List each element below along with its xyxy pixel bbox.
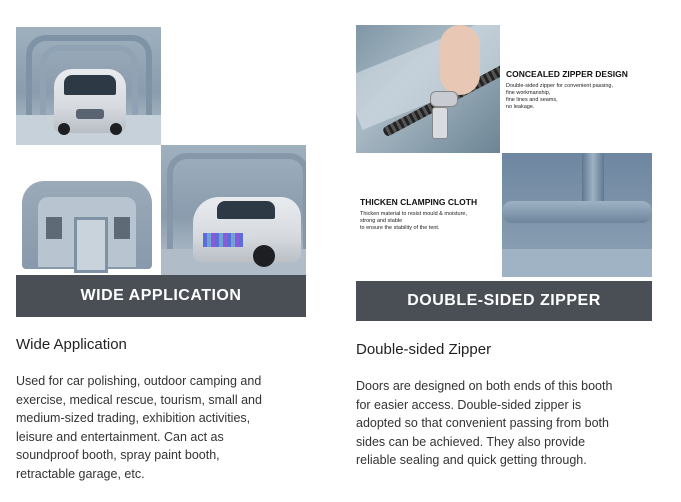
double-sided-zipper-banner (356, 281, 652, 321)
zipper-slider (432, 107, 448, 139)
double-sided-zipper-heading: Double-sided Zipper (356, 341, 492, 358)
double-sided-zipper-description: Doors are designed on both ends of this booth for easier access. Double-sided zipper is adopted so that convenient passing from both sides can be achieved. They also provide reliable sealing and quick getting through. (356, 379, 613, 467)
wide-application-image (16, 27, 306, 317)
clamp-caption-title: THICKEN CLAMPING CLOTH (360, 197, 478, 207)
clamp-caption-text: Thicken material to resist mould & moisture, strong and stable to ensure the stability of the tent. (360, 211, 467, 231)
car-with-booth-photo (161, 145, 306, 275)
car-in-tent-photo (16, 27, 161, 145)
spray-booth-photo (16, 145, 161, 275)
wide-application-heading: Wide Application (16, 336, 127, 353)
clamping-cloth-photo (502, 153, 652, 277)
hand (440, 25, 480, 95)
wide-application-banner (16, 275, 306, 317)
wide-application-banner-text: WIDE APPLICATION (80, 287, 242, 304)
zipper-caption-title: CONCEALED ZIPPER DESIGN (506, 69, 628, 79)
zipper-photo (356, 25, 500, 153)
double-sided-zipper-image (356, 25, 652, 321)
blurred-plate (203, 233, 243, 247)
zipper-pull (430, 91, 458, 107)
wide-application-description: Used for car polishing, outdoor camping and exercise, medical rescue, tourism, small and medium-sized trading, exhibition activities, leisure and entertainment. Can act as soundproof booth, spray paint booth, retractable garage, etc. (16, 374, 262, 481)
double-sided-zipper-banner-text: DOUBLE-SIDED ZIPPER (407, 292, 601, 309)
zipper-caption-text: Double-sided zipper for convenient passing, fine workmanship, fine lines and seams, no leakage. (506, 83, 614, 110)
